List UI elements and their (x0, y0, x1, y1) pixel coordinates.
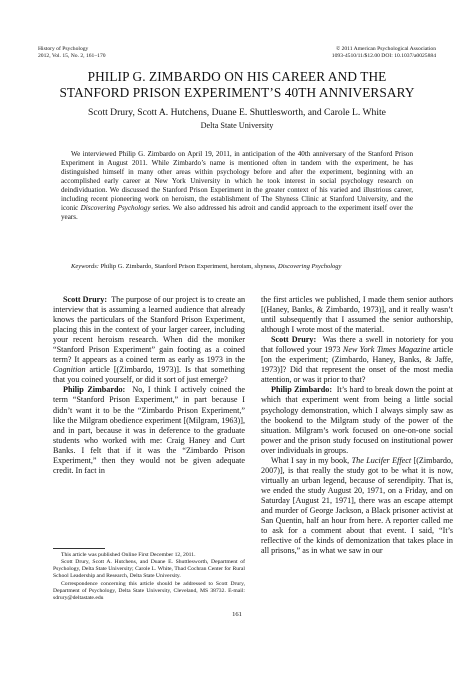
abstract-text-end: series. We also addressed his adroit and candid approach to the experiment itself over the years. (61, 203, 413, 221)
keywords (61, 263, 413, 272)
footnote: Scott Drury, Scott A. Hutchens, and Duane E. Shuttlesworth, Department of Psychology, Delta State University; Carole L. White, Thad Cochran Center for Rural School Leadership and Research, Delta State University. (53, 559, 245, 580)
journal-name: History of Psychology (38, 46, 89, 52)
journal-title-italic: Cognition (53, 365, 86, 375)
doi-line: 1093-4510/11/$12.00 DOI: 10.1037/a0025884 (331, 52, 436, 59)
journal-volume: 2012, Vol. 15, No. 2, 161–170 (38, 52, 106, 59)
paragraph-text: Was there a swell in notoriety for you that followed your 1973 (261, 335, 454, 355)
paragraph-text: [(Zimbardo, 2007)], is that really the study got to be what it is now, virtually an urban legend, because of serendipity. That is, we ended the study August 20, 1971, on a Friday, and on Saturday [August 21, 1971], there was an escape attempt and murder of George Jackson, a Black prisoner activist at San Quentin, half an hour from here. A reporter called me to ask for a comment about that event. I said, “It’s reflective of the kinds of demonization that takes place in all prisons,” as in what we saw in our (261, 455, 453, 556)
paragraph-text: article [(Zimbardo, 1973)]. Is that something that you coined yourself, or did it sort of just emerge? (53, 365, 245, 385)
page-number: 161 (232, 611, 242, 618)
paragraph-text: article [on the experiment; (Zimbardo, Haney, Banks, & Jaffe, 1973)]? Did that represent the onset of the most media attention, or was it prior to that? (261, 345, 453, 385)
article-title (38, 69, 436, 100)
book-title-italic: The Lucifer Effect (351, 455, 412, 465)
paragraph-text: No, I think I actively coined the term “Stanford Prison Experiment,” in part because I didn’t want it to be the “Zimbardo Prison Experiment,” like the Milgram obedience experiment [(Milgram, 1963)], and in part, because it was in deference to the graduate students who worked with me: Craig Haney and Curt Banks. I felt that if it was the “Zimbardo Prison Experiment,” then they would not be given adequate credit. In fact in (53, 385, 245, 475)
journal-citation (38, 46, 106, 60)
keywords-text: Philip G. Zimbardo, Stanford Prison Experiment, heroism, shyness, (98, 263, 279, 270)
abstract (61, 150, 413, 222)
left-column (53, 295, 245, 476)
abstract-text: We interviewed Philip G. Zimbardo on April 19, 2011, in anticipation of the 40th anniversary of the Stanford Prison Experiment in August 2011. While Zimbardo’s name is mentioned often in tandem with the experiment, he has distinguished himself in many other areas within psychology before and after the experiment, beginning with an accomplished early career at New York University in which he took interest in social psychology research on deindividuation. We discussed the Stanford Prison Experiment in the greater context of his varied and illustrious career, including recent pioneering work on heroism, the establishment of The Shyness Clinic at Stanford University, and the iconic (61, 150, 413, 212)
speaker-label: Scott Drury: (63, 295, 108, 304)
title-line-2: STANFORD PRISON EXPERIMENT’S 40TH ANNIVERSARY (59, 84, 415, 100)
keywords-italic: Discovering Psychology (278, 263, 342, 270)
publication-italic: New York Times Magazine (342, 345, 431, 355)
interview-paragraph (261, 385, 453, 455)
abstract-italic-title: Discovering Psychology (80, 203, 151, 212)
speaker-label: Philip Zimbardo: (271, 385, 333, 395)
copyright-line: © 2011 American Psychological Association (335, 46, 436, 52)
paragraph-text: The purpose of our project is to create an interview that is assuming a learned audience that already knows the particulars of the Stanford Prison Experiment, placing this in the context of your larger career, including your recent heroism research. When did the moniker “Stanford Prison Experiment” gain footing as a coined term? It appears as a coined term as early as 1973 in the (53, 295, 246, 365)
paragraph-text: It’s hard to break down the point at which that experiment went from being a little social psychology demonstration, which I always simply saw as the bookend to the Milgram study of the power of the situation. Milgram’s work focused on one-on-one social power and the prison study focused on institutional power over individuals in groups. (261, 385, 454, 455)
speaker-label: Scott Drury: (271, 335, 317, 345)
footnote: This article was published Online First December 12, 2011. (61, 552, 196, 558)
right-column (261, 295, 453, 556)
paragraph-text: What I say in my book, (271, 455, 352, 465)
title-line-1: PHILIP G. ZIMBARDO ON HIS CAREER AND THE (87, 69, 387, 84)
interview-paragraph (261, 335, 453, 385)
interview-paragraph: the first articles we published, I made them senior authors [(Haney, Banks, & Zimbardo, 1973)], and it really wasn’t until subsequently that I assumed the senior authorship, although I wrote most of the material. (261, 295, 453, 335)
copyright-notice (332, 46, 436, 60)
footnote: Correspondence concerning this article should be addressed to Scott Drury, Department of Psychology, Delta State University, Cleveland, MS 38732. E-mail: sdrury@deltastate.edu (53, 580, 245, 601)
interview-paragraph (261, 456, 453, 556)
footnote-rule (53, 548, 105, 549)
author-list: Scott Drury, Scott A. Hutchens, Duane E. Shuttlesworth, and Carole L. White (88, 107, 386, 118)
keywords-label: Keywords: (71, 263, 99, 270)
interview-paragraph (53, 295, 245, 385)
footnotes (53, 552, 245, 602)
author-affiliation: Delta State University (200, 121, 274, 130)
interview-paragraph (53, 385, 245, 475)
speaker-label: Philip Zimbardo: (63, 385, 126, 395)
